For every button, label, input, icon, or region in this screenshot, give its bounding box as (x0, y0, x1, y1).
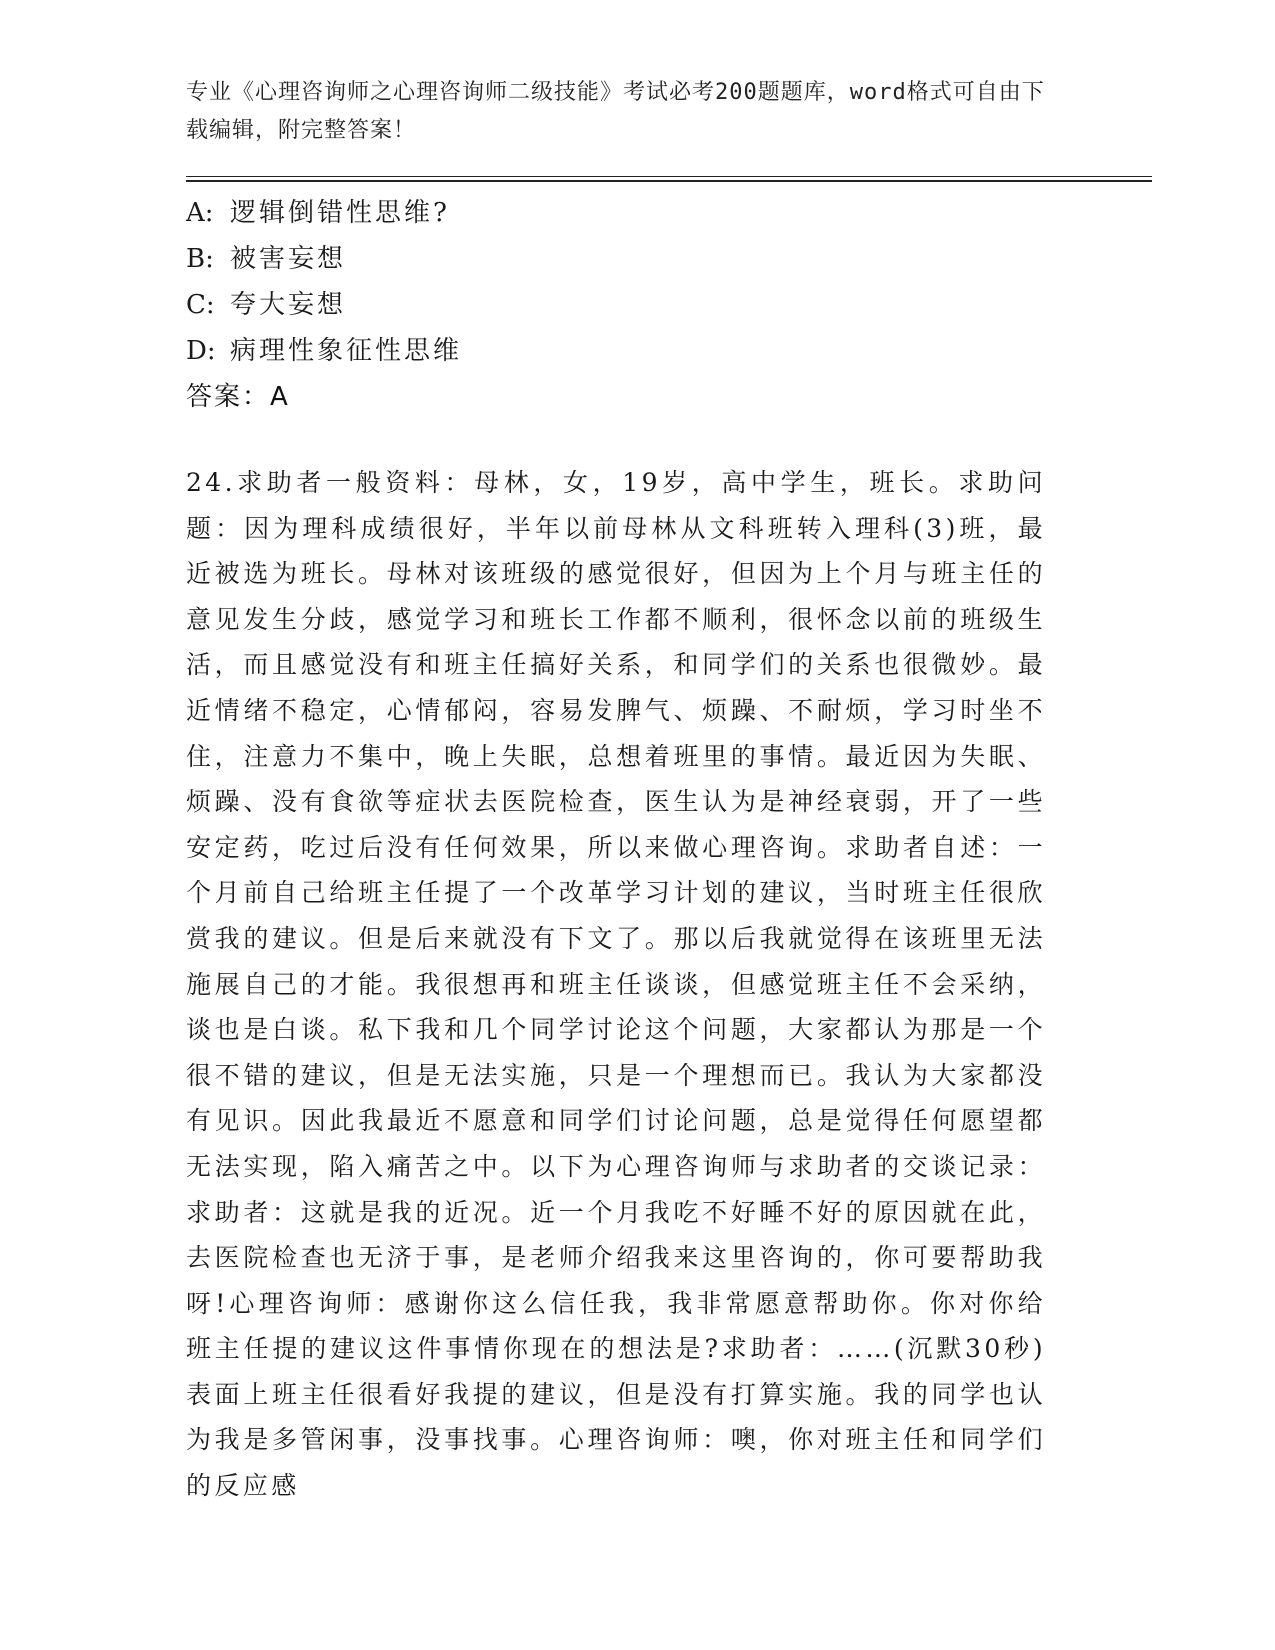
option-c (186, 282, 1086, 328)
option-b (186, 236, 1086, 282)
option-key: D: (186, 336, 216, 366)
option-text: 逻辑倒错性思维? (230, 198, 450, 228)
option-key: C: (186, 290, 215, 320)
answer-line: 答案：A (186, 382, 290, 412)
option-a (186, 190, 1086, 236)
option-key: B: (186, 244, 214, 274)
header-rule-thick (186, 180, 1152, 182)
option-d (186, 328, 1086, 374)
page-header: 专业《心理咨询师之心理咨询师二级技能》考试必考200题题库，word格式可自由下载编辑，附完整答案！ (186, 80, 1045, 143)
option-text: 病理性象征性思维 (230, 336, 463, 366)
header-rule-thin (186, 176, 1152, 177)
option-key: A: (186, 198, 214, 228)
option-text: 被害妄想 (230, 244, 347, 274)
previous-question-options (186, 190, 1086, 420)
option-text: 夸大妄想 (230, 290, 347, 320)
question-24-text: 24.求助者一般资料：母林，女，19岁，高中学生，班长。求助问题：因为理科成绩很好，半年以前母林从文科班转入理科(3)班，最近被选为班长。母林对该班级的感觉很好，但因为上个月与班主任的意见发生分歧，感觉学习和班长工作都不顺利，很怀念以前的班级生活，而且感觉没有和班主任搞好关系，和同学们的关系也很微妙。最近情绪不稳定，心情郁闷，容易发脾气、烦躁、不耐烦，学习时坐不住，注意力不集中，晚上失眠，总想着班里的事情。最近因为失眠、烦躁、没有食欲等症状去医院检查，医生认为是神经衰弱，开了一些安定药，吃过后没有任何效果，所以来做心理咨询。求助者自述：一个月前自己给班主任提了一个改革学习计划的建议，当时班主任很欣赏我的建议。但是后来就没有下文了。那以后我就觉得在该班里无法施展自己的才能。我很想再和班主任谈谈，但感觉班主任不会采纳，谈也是白谈。私下我和几个同学讨论这个问题，大家都认为那是一个很不错的建议，但是无法实施，只是一个理想而已。我认为大家都没有见识。因此我最近不愿意和同学们讨论问题，总是觉得任何愿望都无法实现，陷入痛苦之中。以下为心理咨询师与求助者的交谈记录：求助者：这就是我的近况。近一个月我吃不好睡不好的原因就在此，去医院检查也无济于事，是老师介绍我来这里咨询的，你可要帮助我呀!心理咨询师：感谢你这么信任我，我非常愿意帮助你。你对你给班主任提的建议这件事情你现在的想法是?求助者：……(沉默30秒)表面上班主任很看好我提的建议，但是没有打算实施。我的同学也认为我是多管闲事，没事找事。心理咨询师：噢，你对班主任和同学们的反应感 (186, 468, 1046, 1501)
